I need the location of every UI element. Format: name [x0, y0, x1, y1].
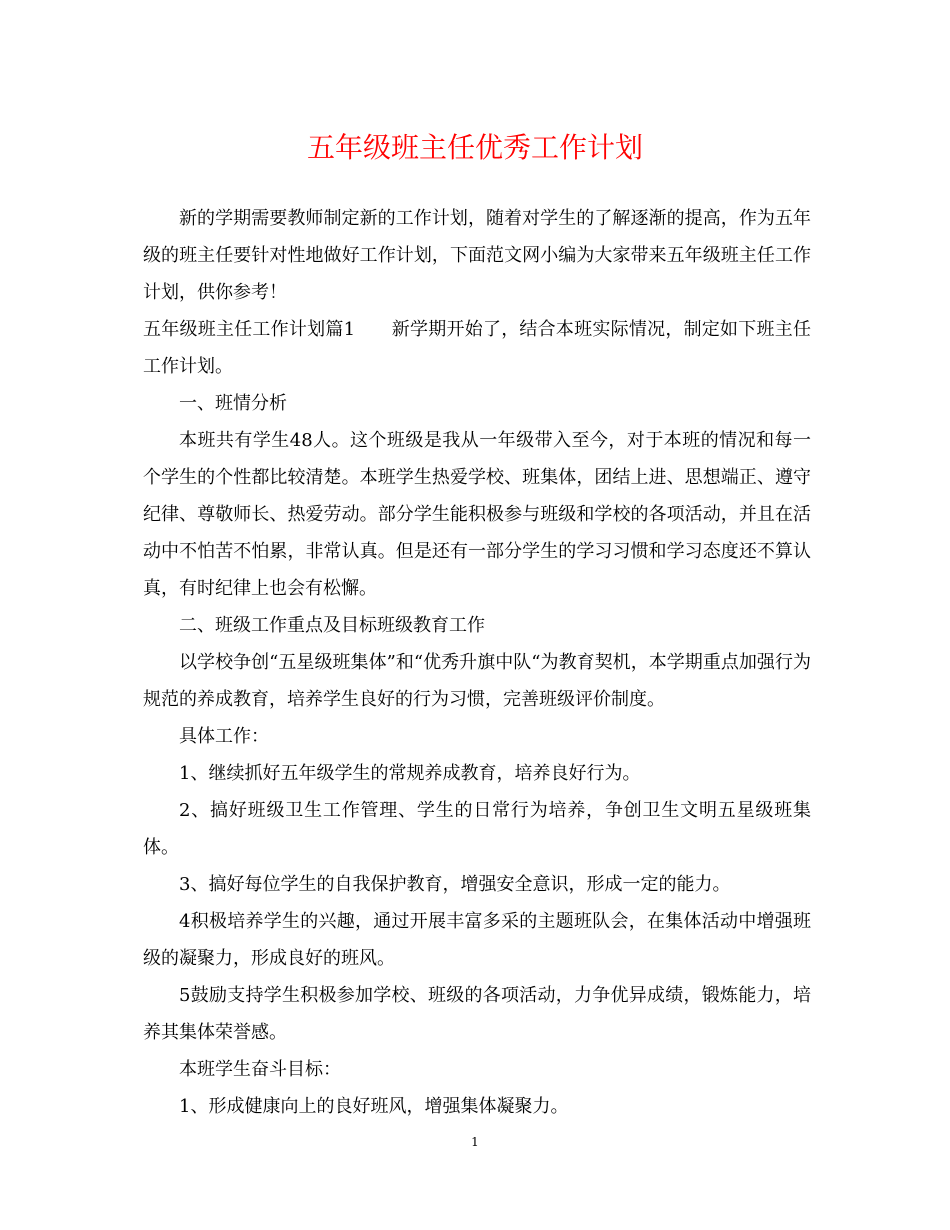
plan-heading-paragraph: 五年级班主任工作计划篇1 新学期开始了，结合本班实际情况，制定如下班主任工作计划。 — [143, 319, 811, 377]
work-focus-paragraph: 以学校争创“五星级班集体”和“优秀升旗中队“为教育契机，本学期重点加强行为规范的养成教育，培养学生良好的行为习惯，完善班级评价制度。 — [143, 652, 811, 710]
list-item: 1、继续抓好五年级学生的常规养成教育，培养良好行为。 — [179, 763, 641, 784]
page-number: 1 — [471, 1135, 479, 1149]
list-item: 5鼓励支持学生积极参加学校、班级的各项活动，力争优异成绩，锻炼能力，培养其集体荣誉感。 — [143, 985, 811, 1043]
section-heading-class-analysis: 一、班情分析 — [179, 393, 287, 414]
class-analysis-paragraph: 本班共有学生48人。这个班级是我从一年级带入至今，对于本班的情况和每一个学生的个性都比较清楚。本班学生热爱学校、班集体，团结上进、思想端正、遵守纪律、尊敬师长、热爱劳动。部分学生能积极参与班级和学校的各项活动，并且在活动中不怕苦不怕累，非常认真。但是还有一部分学生的学习习惯和学习态度还不算认真，有时纪律上也会有松懈。 — [143, 430, 811, 599]
goals-heading: 本班学生奋斗目标： — [179, 1059, 341, 1080]
document-body — [143, 200, 811, 1125]
section-heading-work-focus: 二、班级工作重点及目标班级教育工作 — [179, 615, 485, 636]
document-title: 五年级班主任优秀工作计划 — [306, 131, 643, 164]
list-item: 4积极培养学生的兴趣，通过开展丰富多采的主题班队会，在集体活动中增强班级的凝聚力，形成良好的班风。 — [143, 911, 811, 969]
intro-paragraph: 新的学期需要教师制定新的工作计划，随着对学生的了解逐渐的提高，作为五年级的班主任要针对性地做好工作计划，下面范文网小编为大家带来五年级班主任工作计划，供你参考！ — [143, 208, 811, 303]
specific-work-heading: 具体工作： — [179, 726, 269, 747]
list-item: 2、搞好班级卫生工作管理、学生的日常行为培养，争创卫生文明五星级班集体。 — [143, 800, 811, 858]
list-item: 3、搞好每位学生的自我保护教育，增强安全意识，形成一定的能力。 — [179, 874, 731, 895]
list-item: 1、形成健康向上的良好班风，增强集体凝聚力。 — [179, 1096, 569, 1117]
